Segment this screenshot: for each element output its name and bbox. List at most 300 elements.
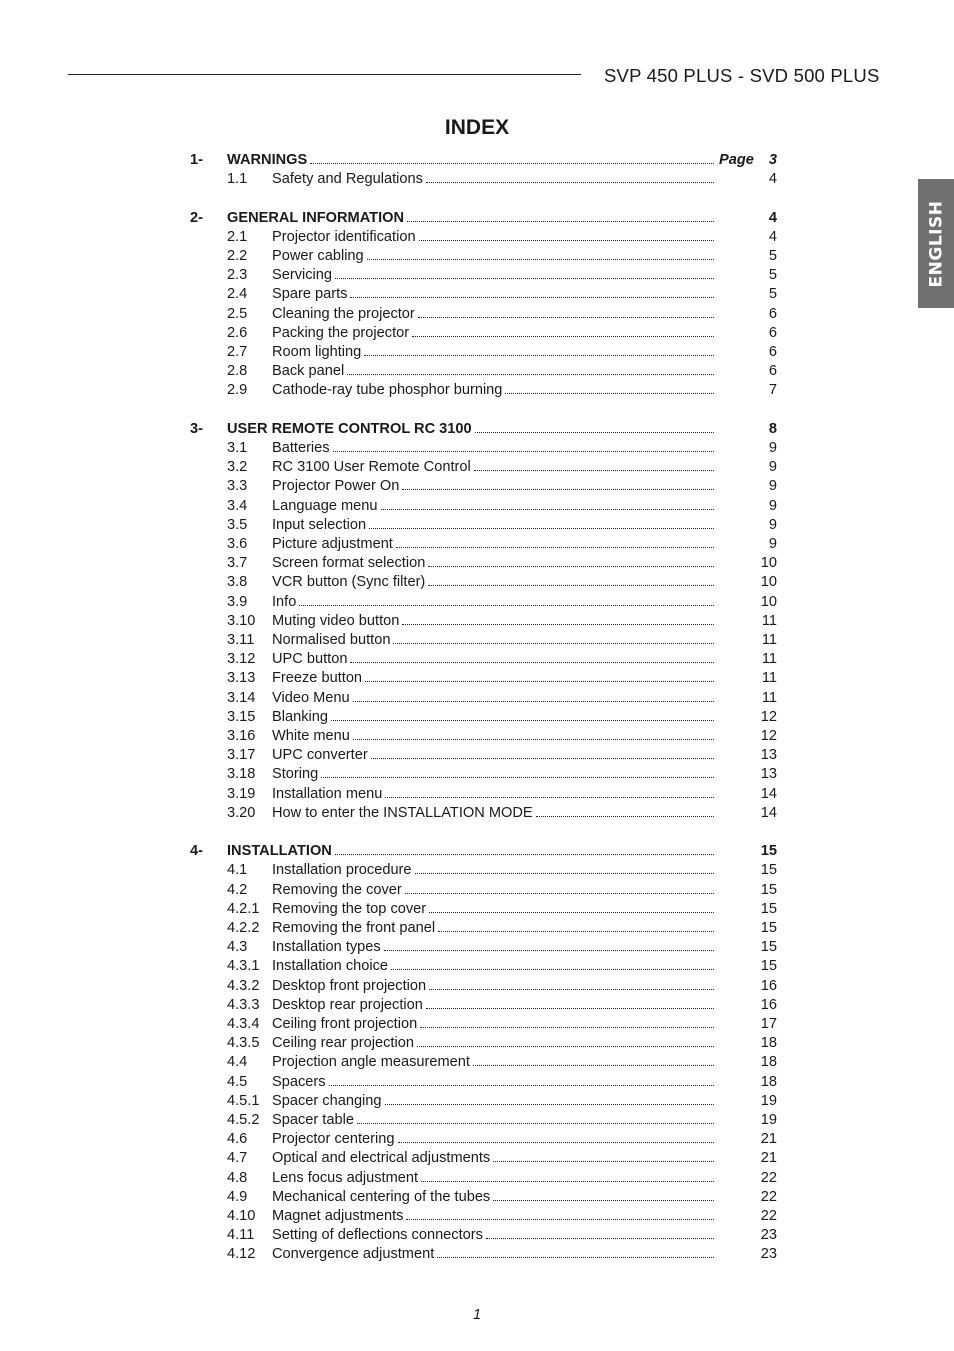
dot-leader — [310, 163, 714, 164]
toc-section-number: 4.3.3 — [227, 997, 260, 1013]
toc-page-number: 23 — [760, 1227, 777, 1243]
toc-title-line — [272, 305, 714, 324]
toc-section-row[interactable] — [0, 861, 954, 880]
toc-page-number: 5 — [768, 267, 777, 283]
toc-page-number: 8 — [768, 421, 777, 437]
toc-section-row[interactable] — [0, 785, 954, 804]
toc-chapter-row[interactable] — [0, 420, 954, 439]
toc-title-line — [272, 554, 714, 573]
toc-page-number: 5 — [768, 248, 777, 264]
toc-chapter-row[interactable] — [0, 209, 954, 228]
toc-page-number: 4 — [768, 171, 777, 187]
toc-entry-title: Freeze button — [272, 670, 363, 686]
toc-page-number: 9 — [768, 440, 777, 456]
toc-title-line — [227, 842, 714, 861]
dot-leader — [333, 451, 714, 452]
toc-section-row[interactable] — [0, 957, 954, 976]
dot-leader — [536, 816, 714, 817]
toc-section-number: 3.14 — [227, 690, 256, 706]
toc-title-line — [272, 1073, 714, 1092]
toc-page-number: 11 — [761, 632, 777, 648]
toc-section-number: 3.6 — [227, 536, 248, 552]
toc-page-number: 9 — [768, 498, 777, 514]
toc-section-number: 2.7 — [227, 344, 248, 360]
toc-section-row[interactable] — [0, 497, 954, 516]
toc-section-number: 3.19 — [227, 786, 256, 802]
toc-entry-title: UPC converter — [272, 747, 368, 763]
toc-section-number: 3.13 — [227, 670, 256, 686]
toc-section-number: 4.3 — [227, 939, 248, 955]
toc-page-number: 6 — [768, 306, 777, 322]
toc-entry-title: Screen format selection — [272, 555, 426, 571]
dot-leader — [299, 605, 714, 606]
dot-leader — [429, 912, 714, 913]
toc-section-row[interactable] — [0, 650, 954, 669]
toc-title-line — [272, 1207, 714, 1226]
toc-section-number: 4.7 — [227, 1150, 248, 1166]
toc-title-line — [272, 170, 714, 189]
toc-title-line — [227, 420, 714, 439]
toc-entry-title: Spacer changing — [272, 1093, 382, 1109]
dot-leader — [357, 1123, 714, 1124]
toc-section-row[interactable] — [0, 900, 954, 919]
toc-title-line — [272, 1015, 714, 1034]
toc-page-number: 11 — [761, 651, 777, 667]
toc-section-row[interactable] — [0, 1130, 954, 1149]
dot-leader — [350, 662, 714, 663]
toc-entry-title: Normalised button — [272, 632, 391, 648]
toc-title-line — [272, 727, 714, 746]
toc-title-line — [272, 785, 714, 804]
toc-entry-title: Removing the front panel — [272, 920, 436, 936]
toc-title-line — [272, 381, 714, 400]
dot-leader — [385, 1104, 714, 1105]
toc-page-number: 15 — [760, 939, 777, 955]
toc-title-line — [272, 458, 714, 477]
toc-page-number: 15 — [760, 862, 777, 878]
toc-section-number: 3.20 — [227, 805, 256, 821]
toc-title-line — [272, 804, 714, 823]
dot-leader — [396, 547, 714, 548]
toc-page-number: 3 — [768, 152, 777, 168]
toc-page-number: 13 — [760, 766, 777, 782]
toc-title-line — [272, 247, 714, 266]
toc-section-row[interactable] — [0, 765, 954, 784]
toc-section-number: 2.1 — [227, 229, 248, 245]
toc-section-row[interactable] — [0, 612, 954, 631]
dot-leader — [418, 317, 714, 318]
toc-section-row[interactable] — [0, 1188, 954, 1207]
toc-section-number: 2.9 — [227, 382, 248, 398]
toc-section-row[interactable] — [0, 1245, 954, 1264]
toc-page-number: 6 — [768, 363, 777, 379]
toc-page-number: 10 — [760, 594, 777, 610]
toc-section-number: 4.8 — [227, 1170, 248, 1186]
toc-page-number: 10 — [760, 555, 777, 571]
toc-section-number: 3.17 — [227, 747, 256, 763]
dot-leader — [364, 355, 714, 356]
toc-page-number: 15 — [760, 843, 777, 859]
toc-section-row[interactable] — [0, 727, 954, 746]
dot-leader — [475, 432, 714, 433]
toc-title-line — [272, 1188, 714, 1207]
toc-section-number: 4.1 — [227, 862, 248, 878]
toc-section-number: 2.6 — [227, 325, 248, 341]
toc-page-number: 9 — [768, 517, 777, 533]
toc-title-line — [272, 362, 714, 381]
dot-leader — [321, 777, 714, 778]
toc-entry-title: Storing — [272, 766, 319, 782]
toc-page-number: 7 — [768, 382, 777, 398]
toc-page-number: 4 — [768, 210, 777, 226]
toc-section-row[interactable] — [0, 535, 954, 554]
toc-section-number: 3.2 — [227, 459, 248, 475]
toc-section-number: 4.5.2 — [227, 1112, 260, 1128]
toc-page-number: 19 — [760, 1093, 777, 1109]
index-title: INDEX — [444, 116, 510, 139]
toc-entry-title: Spare parts — [272, 286, 348, 302]
toc-title-line — [272, 516, 714, 535]
toc-section-number: 3.7 — [227, 555, 248, 571]
dot-leader — [426, 1008, 714, 1009]
dot-leader — [419, 240, 714, 241]
toc-page-number: 9 — [768, 536, 777, 552]
toc-section-number: 3.10 — [227, 613, 256, 629]
toc-section-row[interactable] — [0, 1226, 954, 1245]
toc-entry-title: Picture adjustment — [272, 536, 393, 552]
toc-entry-title: Packing the projector — [272, 325, 410, 341]
toc-section-row[interactable] — [0, 919, 954, 938]
toc-entry-title: Safety and Regulations — [272, 171, 423, 187]
dot-leader — [405, 893, 714, 894]
dot-leader — [335, 278, 714, 279]
toc-section-row[interactable] — [0, 1073, 954, 1092]
toc-section-number: 3.12 — [227, 651, 256, 667]
dot-leader — [420, 1027, 714, 1028]
toc-page-number: 21 — [760, 1131, 777, 1147]
toc-section-number: 3.18 — [227, 766, 256, 782]
toc-page-number: 12 — [760, 728, 777, 744]
toc-page-number: 18 — [760, 1054, 777, 1070]
toc-title-line — [272, 1226, 714, 1245]
toc-entry-title: Optical and electrical adjustments — [272, 1150, 491, 1166]
dot-leader — [426, 182, 714, 183]
dot-leader — [493, 1200, 714, 1201]
toc-entry-title: USER REMOTE CONTROL RC 3100 — [227, 421, 472, 437]
toc-page-number: 11 — [761, 690, 777, 706]
toc-title-line — [272, 439, 714, 458]
toc-section-row[interactable] — [0, 516, 954, 535]
toc-section-number: 3.3 — [227, 478, 248, 494]
toc-section-number: 4.11 — [227, 1227, 255, 1243]
toc-section-row[interactable] — [0, 266, 954, 285]
toc-chapter-row[interactable] — [0, 151, 954, 170]
toc-section-row[interactable] — [0, 343, 954, 362]
toc-entry-title: UPC button — [272, 651, 348, 667]
toc-entry-title: Projector identification — [272, 229, 416, 245]
toc-entry-title: Input selection — [272, 517, 367, 533]
dot-leader — [353, 739, 714, 740]
dot-leader — [412, 336, 714, 337]
toc-title-line — [272, 669, 714, 688]
toc-section-number: 4.9 — [227, 1189, 248, 1205]
toc-title-line — [272, 343, 714, 362]
toc-section-row[interactable] — [0, 708, 954, 727]
toc-page-number: 16 — [760, 978, 777, 994]
dot-leader — [429, 989, 714, 990]
toc-section-number: 4.2.2 — [227, 920, 260, 936]
toc-title-line — [272, 861, 714, 880]
toc-entry-title: Projection angle measurement — [272, 1054, 470, 1070]
toc-page-number: 22 — [760, 1208, 777, 1224]
toc-section-number: 4.10 — [227, 1208, 256, 1224]
toc-title-line — [272, 765, 714, 784]
toc-section-row[interactable] — [0, 285, 954, 304]
toc-title-line — [272, 996, 714, 1015]
toc-page-number: 23 — [760, 1246, 777, 1262]
toc-section-row[interactable] — [0, 1207, 954, 1226]
toc-entry-title: Ceiling rear projection — [272, 1035, 414, 1051]
toc-section-row[interactable] — [0, 573, 954, 592]
toc-section-row[interactable] — [0, 938, 954, 957]
toc-section-row[interactable] — [0, 689, 954, 708]
toc-entry-title: Installation choice — [272, 958, 389, 974]
toc-section-number: 3.1 — [227, 440, 248, 456]
toc-page-number: 11 — [761, 670, 777, 686]
toc-section-row[interactable] — [0, 228, 954, 247]
toc-section-number: 4.12 — [227, 1246, 256, 1262]
toc-page-number: 22 — [760, 1189, 777, 1205]
dot-leader — [384, 950, 714, 951]
toc-section-number: 2.4 — [227, 286, 248, 302]
toc-section-row[interactable] — [0, 324, 954, 343]
toc-entry-title: Desktop front projection — [272, 978, 427, 994]
toc-title-line — [272, 593, 714, 612]
toc-section-row[interactable] — [0, 362, 954, 381]
toc-entry-title: Mechanical centering of the tubes — [272, 1189, 491, 1205]
toc-entry-title: Desktop rear projection — [272, 997, 423, 1013]
toc-section-row[interactable] — [0, 554, 954, 573]
toc-title-line — [272, 631, 714, 650]
toc-title-line — [272, 497, 714, 516]
toc-page-number: 15 — [760, 958, 777, 974]
toc-page-number: 19 — [760, 1112, 777, 1128]
dot-leader — [415, 873, 714, 874]
toc-section-row[interactable] — [0, 804, 954, 823]
dot-leader — [473, 1065, 714, 1066]
toc-page-number: 18 — [760, 1074, 777, 1090]
toc-title-line — [272, 900, 714, 919]
toc-chapter-number: 2- — [190, 210, 203, 226]
document-title: SVP 450 PLUS - SVD 500 PLUS — [604, 65, 880, 86]
toc-section-number: 4.5.1 — [227, 1093, 260, 1109]
toc-entry-title: Video Menu — [272, 690, 350, 706]
toc-entry-title: Cathode-ray tube phosphor burning — [272, 382, 503, 398]
toc-section-row[interactable] — [0, 1015, 954, 1034]
toc-section-row[interactable] — [0, 631, 954, 650]
toc-section-row[interactable] — [0, 1169, 954, 1188]
toc-title-line — [272, 1130, 714, 1149]
toc-entry-title: INSTALLATION — [227, 843, 332, 859]
toc-entry-title: Muting video button — [272, 613, 400, 629]
toc-section-row[interactable] — [0, 439, 954, 458]
toc-page-number: 15 — [760, 920, 777, 936]
toc-entry-title: Info — [272, 594, 297, 610]
toc-title-line — [272, 650, 714, 669]
toc-title-line — [272, 1092, 714, 1111]
toc-section-row[interactable] — [0, 477, 954, 496]
dot-leader — [406, 1219, 714, 1220]
toc-title-line — [272, 535, 714, 554]
dot-leader — [365, 681, 714, 682]
toc-section-number: 2.3 — [227, 267, 248, 283]
page-number: 1 — [472, 1307, 482, 1323]
toc-title-line — [272, 689, 714, 708]
toc-section-row[interactable] — [0, 881, 954, 900]
dot-leader — [417, 1046, 714, 1047]
toc-entry-title: Convergence adjustment — [272, 1246, 435, 1262]
toc-section-row[interactable] — [0, 1149, 954, 1168]
dot-leader — [474, 470, 714, 471]
toc-page-number: 6 — [768, 344, 777, 360]
toc-entry-title: Lens focus adjustment — [272, 1170, 419, 1186]
toc-section-number: 1.1 — [227, 171, 248, 187]
dot-leader — [385, 797, 714, 798]
dot-leader — [428, 585, 714, 586]
dot-leader — [428, 566, 714, 567]
toc-section-number: 2.5 — [227, 306, 248, 322]
toc-entry-title: GENERAL INFORMATION — [227, 210, 405, 226]
toc-title-line — [272, 477, 714, 496]
toc-title-line — [272, 228, 714, 247]
dot-leader — [371, 758, 714, 759]
dot-leader — [391, 969, 714, 970]
toc-page-number: 15 — [760, 901, 777, 917]
toc-entry-title: Removing the top cover — [272, 901, 427, 917]
toc-entry-title: Spacer table — [272, 1112, 354, 1128]
toc-page-number: 17 — [760, 1016, 777, 1032]
toc-section-row[interactable] — [0, 593, 954, 612]
toc-page-number: 13 — [760, 747, 777, 763]
toc-section-row[interactable] — [0, 1092, 954, 1111]
toc-section-row[interactable] — [0, 170, 954, 189]
toc-title-line — [272, 1169, 714, 1188]
toc-section-row[interactable] — [0, 746, 954, 765]
dot-leader — [493, 1161, 714, 1162]
toc-entry-title: Ceiling front projection — [272, 1016, 418, 1032]
dot-leader — [393, 643, 714, 644]
toc-section-number: 4.6 — [227, 1131, 248, 1147]
toc-section-row[interactable] — [0, 305, 954, 324]
toc-title-line — [272, 957, 714, 976]
toc-entry-title: Projector centering — [272, 1131, 395, 1147]
toc-entry-title: White menu — [272, 728, 350, 744]
dot-leader — [369, 528, 714, 529]
toc-title-line — [272, 746, 714, 765]
dot-leader — [421, 1181, 714, 1182]
dot-leader — [331, 720, 714, 721]
toc-section-row[interactable] — [0, 1111, 954, 1130]
toc-page-number: 18 — [760, 1035, 777, 1051]
dot-leader — [350, 297, 714, 298]
toc-section-row[interactable] — [0, 1053, 954, 1072]
toc-title-line — [227, 151, 714, 170]
toc-section-number: 4.3.2 — [227, 978, 260, 994]
toc-entry-title: Batteries — [272, 440, 330, 456]
toc-title-line — [272, 1111, 714, 1130]
toc-title-line — [272, 708, 714, 727]
toc-section-row[interactable] — [0, 381, 954, 400]
toc-section-row[interactable] — [0, 247, 954, 266]
toc-entry-title: VCR button (Sync filter) — [272, 574, 426, 590]
toc-title-line — [272, 285, 714, 304]
dot-leader — [353, 701, 714, 702]
toc-entry-title: Servicing — [272, 267, 333, 283]
toc-page-number: 6 — [768, 325, 777, 341]
toc-section-number: 4.2.1 — [227, 901, 260, 917]
toc-section-number: 2.8 — [227, 363, 248, 379]
dot-leader — [505, 393, 714, 394]
toc-entry-title: WARNINGS — [227, 152, 308, 168]
toc-title-line — [272, 573, 714, 592]
dot-leader — [402, 489, 714, 490]
toc-title-line — [227, 209, 714, 228]
toc-section-number: 4.4 — [227, 1054, 248, 1070]
dot-leader — [407, 221, 714, 222]
toc-section-row[interactable] — [0, 669, 954, 688]
toc-entry-title: Setting of deflections connectors — [272, 1227, 483, 1243]
toc-section-number: 3.16 — [227, 728, 256, 744]
toc-chapter-row[interactable] — [0, 842, 954, 861]
toc-title-line — [272, 1245, 714, 1264]
toc-entry-title: Language menu — [272, 498, 378, 514]
toc-page-number: 10 — [760, 574, 777, 590]
toc-title-line — [272, 324, 714, 343]
dot-leader — [347, 374, 714, 375]
toc-page-number: 9 — [768, 478, 777, 494]
toc-section-row[interactable] — [0, 458, 954, 477]
toc-title-line — [272, 977, 714, 996]
toc-title-line — [272, 919, 714, 938]
toc-section-number: 3.8 — [227, 574, 248, 590]
toc-page-number: 11 — [761, 613, 777, 629]
toc-title-line — [272, 1053, 714, 1072]
toc-chapter-number: 3- — [190, 421, 203, 437]
toc-entry-title: Spacers — [272, 1074, 326, 1090]
toc-entry-title: Blanking — [272, 709, 328, 725]
toc-entry-title: Magnet adjustments — [272, 1208, 404, 1224]
toc-page-number: 5 — [768, 286, 777, 302]
dot-leader — [402, 624, 714, 625]
toc-section-row[interactable] — [0, 977, 954, 996]
dot-leader — [398, 1142, 715, 1143]
toc-section-row[interactable] — [0, 1034, 954, 1053]
toc-section-number: 3.4 — [227, 498, 248, 514]
toc-entry-title: Installation menu — [272, 786, 383, 802]
toc-page-number: 14 — [760, 805, 777, 821]
toc-page-number: 4 — [768, 229, 777, 245]
toc-section-number: 3.5 — [227, 517, 248, 533]
toc-entry-title: How to enter the INSTALLATION MODE — [272, 805, 533, 821]
toc-section-number: 4.5 — [227, 1074, 248, 1090]
dot-leader — [329, 1085, 714, 1086]
page-column-label: Page — [719, 152, 754, 168]
toc-section-row[interactable] — [0, 996, 954, 1015]
toc-page-number: 12 — [760, 709, 777, 725]
toc-entry-title: Power cabling — [272, 248, 364, 264]
toc-title-line — [272, 1149, 714, 1168]
toc-title-line — [272, 881, 714, 900]
